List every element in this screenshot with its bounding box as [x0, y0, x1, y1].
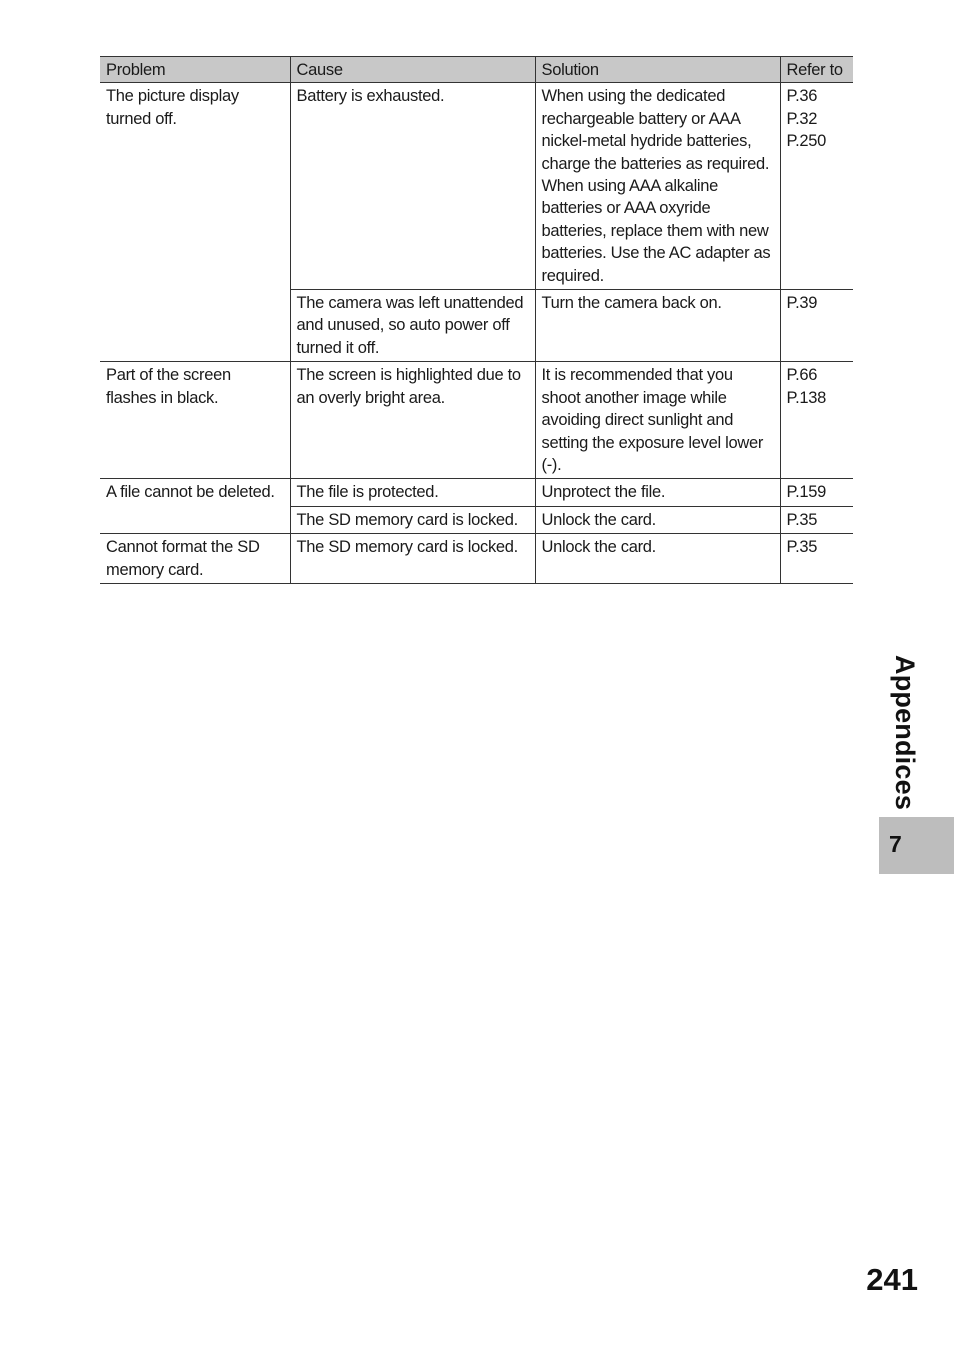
cause-cell: Battery is exhausted. [290, 83, 535, 290]
troubleshooting-table [100, 56, 853, 584]
chapter-number: 7 [889, 831, 902, 857]
cause-cell: The camera was left unattended and unused, so auto power off turned it off. [290, 290, 535, 362]
refer-cell: P.159 [780, 479, 853, 506]
cause-cell: The file is protected. [290, 479, 535, 506]
solution-cell: Unlock the card. [535, 506, 780, 533]
table-header-row [100, 57, 853, 83]
solution-cell: It is recommended that you shoot another image while avoiding direct sunlight and setting the exposure level lower (-). [535, 362, 780, 479]
table-row [100, 534, 853, 584]
table-row [100, 362, 853, 479]
cause-cell: The screen is highlighted due to an overly bright area. [290, 362, 535, 479]
header-solution: Solution [535, 57, 780, 83]
cause-cell: The SD memory card is locked. [290, 534, 535, 584]
refer-cell: P.36 P.32 P.250 [780, 83, 853, 290]
problem-cell: Cannot format the SD memory card. [100, 534, 290, 584]
section-label-appendices: Appendices [890, 655, 920, 811]
cause-cell: The SD memory card is locked. [290, 506, 535, 533]
table-row [100, 83, 853, 290]
refer-cell: P.39 [780, 290, 853, 362]
header-problem: Problem [100, 57, 290, 83]
chapter-tab [879, 817, 954, 874]
problem-cell: A file cannot be deleted. [100, 479, 290, 534]
page-number: 241 [866, 1262, 918, 1297]
problem-cell: The picture display turned off. [100, 83, 290, 362]
solution-cell: When using the dedicated rechargeable battery or AAA nickel-metal hydride batteries, charge the batteries as required. When using AAA alkaline batteries or AAA oxyride batteries, replace them with new batteries. Use the AC adapter as required. [535, 83, 780, 290]
solution-cell: Unlock the card. [535, 534, 780, 584]
solution-cell: Unprotect the file. [535, 479, 780, 506]
table-row [100, 479, 853, 506]
header-refer-to: Refer to [780, 57, 853, 83]
refer-cell: P.66 P.138 [780, 362, 853, 479]
refer-cell: P.35 [780, 506, 853, 533]
solution-cell: Turn the camera back on. [535, 290, 780, 362]
refer-cell: P.35 [780, 534, 853, 584]
header-cause: Cause [290, 57, 535, 83]
problem-cell: Part of the screen flashes in black. [100, 362, 290, 479]
